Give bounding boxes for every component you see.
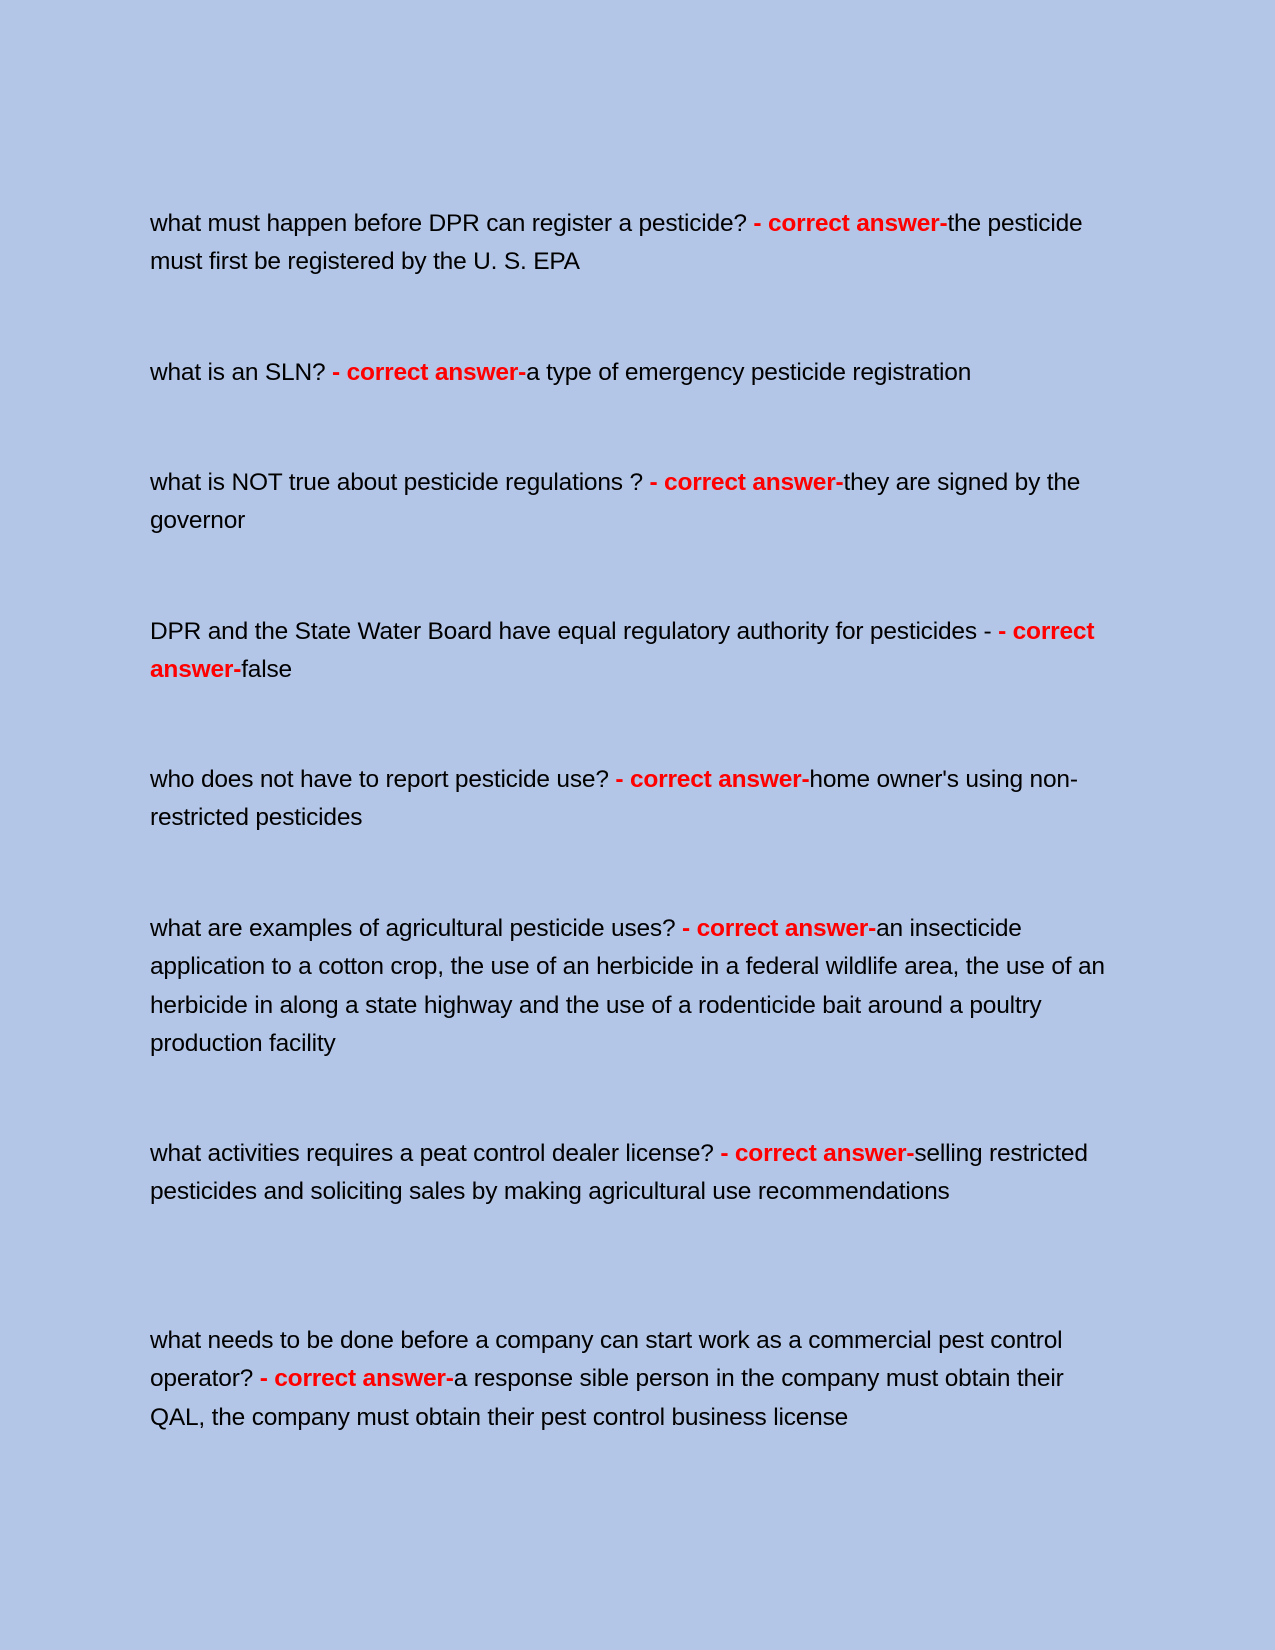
question-text: DPR and the State Water Board have equal regulatory authority for pesticides -: [150, 618, 999, 645]
qa-item: [150, 761, 1120, 838]
correct-answer-label: - correct answer-: [259, 1365, 454, 1393]
question-text: who does not have to report pesticide use?: [150, 766, 616, 793]
question-text: what is NOT true about pesticide regulations ?: [150, 469, 650, 496]
qa-item: [150, 464, 1120, 541]
answer-text: an insecticide application to a cotton crop, the use of an herbicide in a federal wildlife area, the use of an herbicide in along a state highway and the use of a rodenticide bait around a poultry production facility: [150, 915, 1105, 1057]
correct-answer-label: - correct answer-: [615, 766, 810, 793]
correct-answer-label: - correct answer-: [720, 1140, 915, 1167]
question-text: what needs to be done before a company can start work as a commercial pest control operator?: [150, 1327, 1063, 1393]
answer-text: a response sible person in the company must obtain their QAL, the company must obtain their pest control business license: [150, 1365, 1064, 1431]
correct-answer-label: - correct answer-: [649, 469, 844, 496]
correct-answer-label: - correct answer-: [332, 359, 527, 386]
qa-item: [150, 1135, 1120, 1212]
correct-answer-label: - correct answer-: [682, 915, 877, 942]
answer-text: home owner's using non-restricted pesticides: [150, 766, 1078, 832]
answer-text: false: [241, 656, 292, 684]
answer-text: they are signed by the governor: [150, 469, 1081, 535]
question-text: what activities requires a peat control dealer license?: [150, 1140, 721, 1167]
question-text: what must happen before DPR can register a pesticide?: [150, 210, 754, 237]
answer-text: selling restricted pesticides and soliciting sales by making agricultural use recommendations: [150, 1140, 1088, 1206]
answer-text: a type of emergency pesticide registration: [526, 359, 972, 386]
question-text: what are examples of agricultural pesticide uses?: [150, 915, 683, 942]
correct-answer-label: - correct answer-: [150, 618, 1095, 684]
question-text: what is an SLN?: [150, 359, 333, 386]
qa-item: [150, 613, 1120, 690]
answer-text: the pesticide must first be registered by the U. S. EPA: [150, 210, 1083, 276]
qa-item: [150, 354, 1120, 392]
qa-item: [150, 205, 1120, 282]
qa-item: [150, 910, 1120, 1063]
correct-answer-label: - correct answer-: [753, 210, 948, 237]
qa-item: [150, 1322, 1120, 1437]
